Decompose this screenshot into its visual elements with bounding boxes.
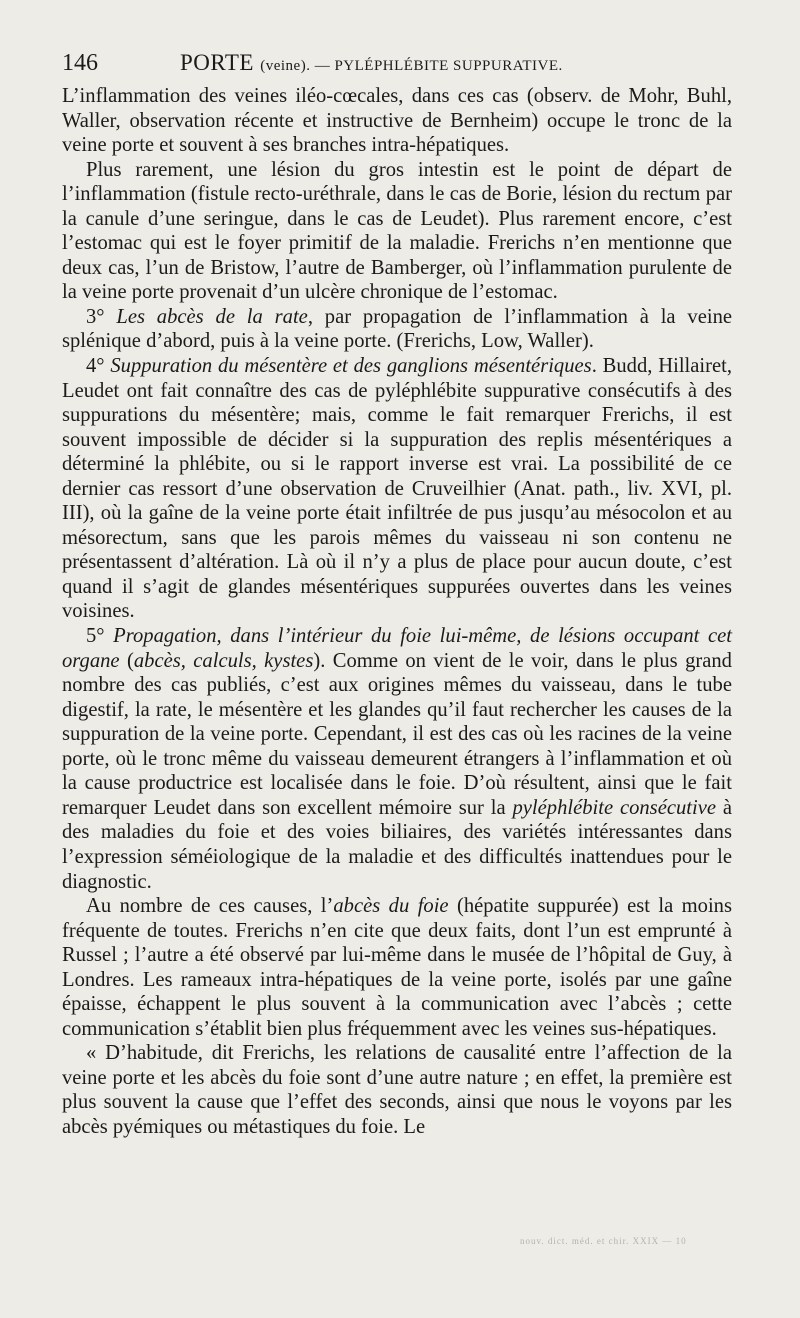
text-run: 5° bbox=[86, 625, 114, 648]
italic-text: Suppuration du mésentère et des ganglions mésentériques bbox=[110, 355, 592, 378]
text-run: 3° bbox=[86, 305, 117, 328]
text-run: 4° bbox=[86, 355, 111, 378]
page-header bbox=[62, 50, 732, 84]
paragraph bbox=[62, 624, 732, 894]
footer-signature: nouv. dict. méd. et chir. XXIX — 10 bbox=[520, 1236, 687, 1246]
paragraph bbox=[62, 354, 732, 624]
italic-text: abcès, calculs, kystes bbox=[133, 649, 314, 672]
running-subtitle: . — PYLÉPHLÉBITE SUPPURATIVE. bbox=[306, 58, 563, 74]
paragraph bbox=[62, 158, 732, 305]
text-run: ). Comme on vient de le voir, dans le plus grand nombre des cas publiés, c’est aux origines mêmes du vaisseau, dans le tube digestif, la rate, le mésentère et les glandes qu’il faut rechercher les causes de la suppuration de la veine porte. Cependant, il est des cas où les racines de la veine porte, où le tronc même du vaisseau demeurent étrangers à l’inflammation et où la cause productrice est localisée dans le foie. D’où résultent, ainsi que le fait remarquer Leudet dans son excellent mémoire sur la bbox=[62, 649, 732, 819]
text-run: , par propagation de l’inflammation à la veine splénique d’abord, puis à la veine porte. (Frerichs, Low, Waller). bbox=[62, 305, 733, 353]
paragraph bbox=[62, 1041, 732, 1139]
paragraph bbox=[62, 84, 732, 158]
running-title: PORTE bbox=[180, 50, 254, 75]
italic-text: Propagation, dans l’intérieur du foie lui-même, de lésions occupant cet organe bbox=[62, 625, 732, 672]
text-run: (hépatite suppurée) est la moins fréquente de toutes. Frerichs n’en cite que deux faits, dont l’un est emprunté à Russel ; l’autre a été observé par lui-même dans le musée de l’hôpital de Guy, à Londres. Les rameaux intra-hépatiques de la veine porte, isolés par une gaîne épaisse, échappent le plus souvent à la communication avec l’abcès ; cette communication s’établit bien plus fréquemment avec les veines sus-hépatiques. bbox=[62, 895, 732, 1040]
text-run: « D’habitude, dit Frerichs, les relations de causalité entre l’affection de la veine porte et les abcès du foie sont d’une autre nature ; en effet, la première est plus souvent la cause que l’effet des seconds, ainsi que nous le voyons par les abcès pyémiques ou métastiques du foie. Le bbox=[62, 1042, 732, 1138]
running-head bbox=[180, 50, 563, 76]
text-run: Plus rarement, une lésion du gros intestin est le point de départ de l’inflammation (fistule recto-uréthrale, dans le cas de Borie, lésion du rectum par la canule d’une seringue, dans le cas de Leudet). Plus rarement encore, c’est l’estomac qui est le foyer primitif de la maladie. Frerichs n’en mentionne que deux cas, l’un de Bristow, l’autre de Bamberger, où l’inflammation purulente de la veine porte provenait d’un ulcère chronique de l’estomac. bbox=[62, 158, 732, 304]
body-text bbox=[62, 84, 732, 1140]
page-number: 146 bbox=[62, 50, 98, 76]
italic-text: abcès du foie bbox=[333, 895, 449, 918]
paragraph bbox=[62, 894, 732, 1041]
italic-text: pyléphlébite consécutive bbox=[512, 796, 717, 819]
text-run: à des maladies du foie et des voies biliaires, des variétés intéressantes dans l’expression séméiologique de la maladie et des difficultés inattendues pour le diagnostic. bbox=[62, 796, 733, 893]
running-title-paren: (veine) bbox=[260, 58, 307, 74]
text-run: L’inflammation des veines iléo-cœcales, dans ces cas (observ. de Mohr, Buhl, Waller, observation récente et instructive de Bernheim) occupe le tronc de la veine porte et souvent à ses branches intra-hépatiques. bbox=[62, 85, 732, 157]
text-run: . Budd, Hillairet, Leudet ont fait connaître des cas de pyléphlébite suppurative consécutifs à des suppurations du mésentère; mais, comme le fait remarquer Frerichs, il est souvent impossible de décider si la suppuration des replis mésentériques a déterminé la phlébite, ou si le rapport inverse est vrai. La possibilité de ce dernier cas ressort d’une observation de Cruveilhier (Anat. path., liv. XVI, pl. III), où la gaîne de la veine porte était infiltrée de pus jusqu’au mésocolon et au mésorectum, sans que les parois mêmes du vaisseau ni son contenu ne présentassent d’altération. Là où il n’y a plus de place pour aucun doute, c’est quand il s’agit de glandes mésentériques suppurées ouvertes dans les veines voisines. bbox=[62, 355, 732, 623]
paragraph bbox=[62, 305, 732, 354]
italic-text: Les abcès de la rate bbox=[116, 305, 308, 328]
text-run: ( bbox=[119, 649, 134, 672]
text-run: Au nombre de ces causes, l’ bbox=[86, 895, 334, 918]
